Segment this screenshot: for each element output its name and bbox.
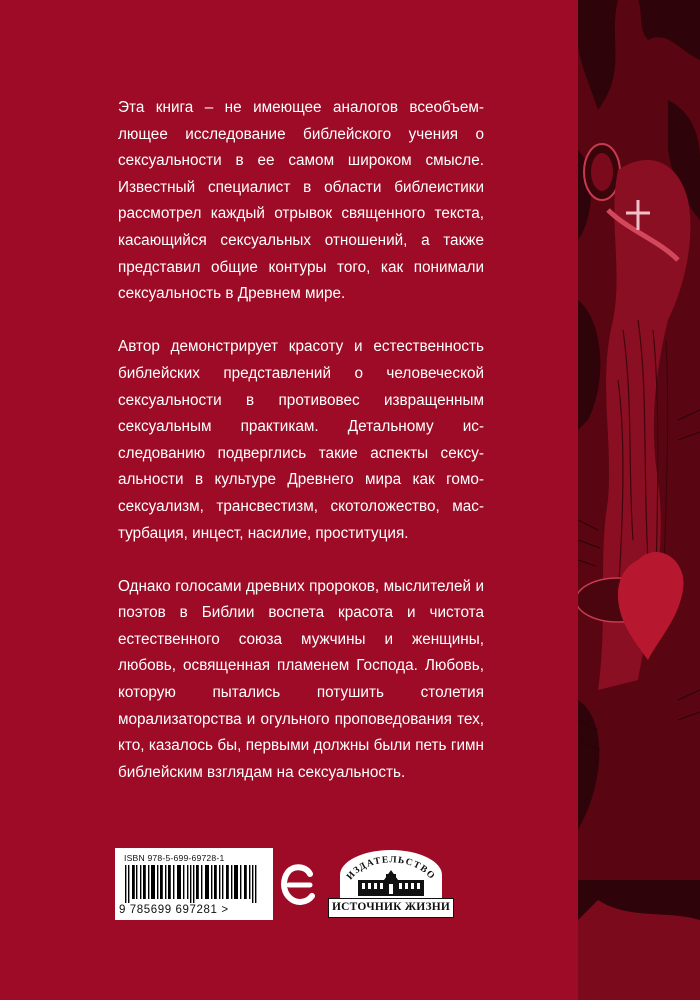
isbn-text: ISBN 978-5-699-69728-1 xyxy=(124,853,225,863)
isbn-barcode xyxy=(115,848,273,920)
tambourine-shape xyxy=(584,144,620,200)
barcode-digits: 9 785699 697281 > xyxy=(119,904,229,916)
blurb-paragraph-3: Однако голосами древних пророков, мыслителей и поэтов в Библии воспета красота и чистота естественного союза мужчины и женщины, любовь, освященная пламенем Господа. Любовь, которую пытались потушить столетия морализаторства и огульного проповедования тех, кто, казалось бы, первыми должны были петь гимн библейским взглядам на сексуальность. xyxy=(118,577,484,781)
blurb-text xyxy=(118,95,484,813)
publisher-logo xyxy=(328,850,454,920)
barcode-bars xyxy=(123,865,265,903)
blurb-paragraph-1: Эта книга – не имеющее аналогов всеобъемлющее исследование библейского учения о сексуальности в ее самом широком смысле. Известный специалист в области библеистики рассмотрел каждый отрывок священного текста, касающийся сексуальных отношений, а также представил общие контуры того, как понимали сексуальность в Древнем мире. xyxy=(118,99,484,303)
engraving-illustration xyxy=(578,0,700,1000)
building-icon xyxy=(356,868,426,898)
publisher-name: ИСТОЧНИК ЖИЗНИ xyxy=(328,898,454,918)
eksmo-e-logo-icon xyxy=(280,860,318,910)
publisher-arch-label: ИЗДАТЕЛЬСТВО xyxy=(345,855,437,883)
engraving-art xyxy=(578,0,700,1000)
blurb-paragraph-2: Автор демонстрирует красоту и естественность библейских представлений о человеческой сексуальности в противовес извращенным сексуальным практикам. Детальному исследованию подверглись такие аспекты сексуальности в культуре Древнего мира как гомосексуализм, трансвестизм, скотоложество, мастурбация, инцест, насилие, проституция. xyxy=(118,338,484,542)
